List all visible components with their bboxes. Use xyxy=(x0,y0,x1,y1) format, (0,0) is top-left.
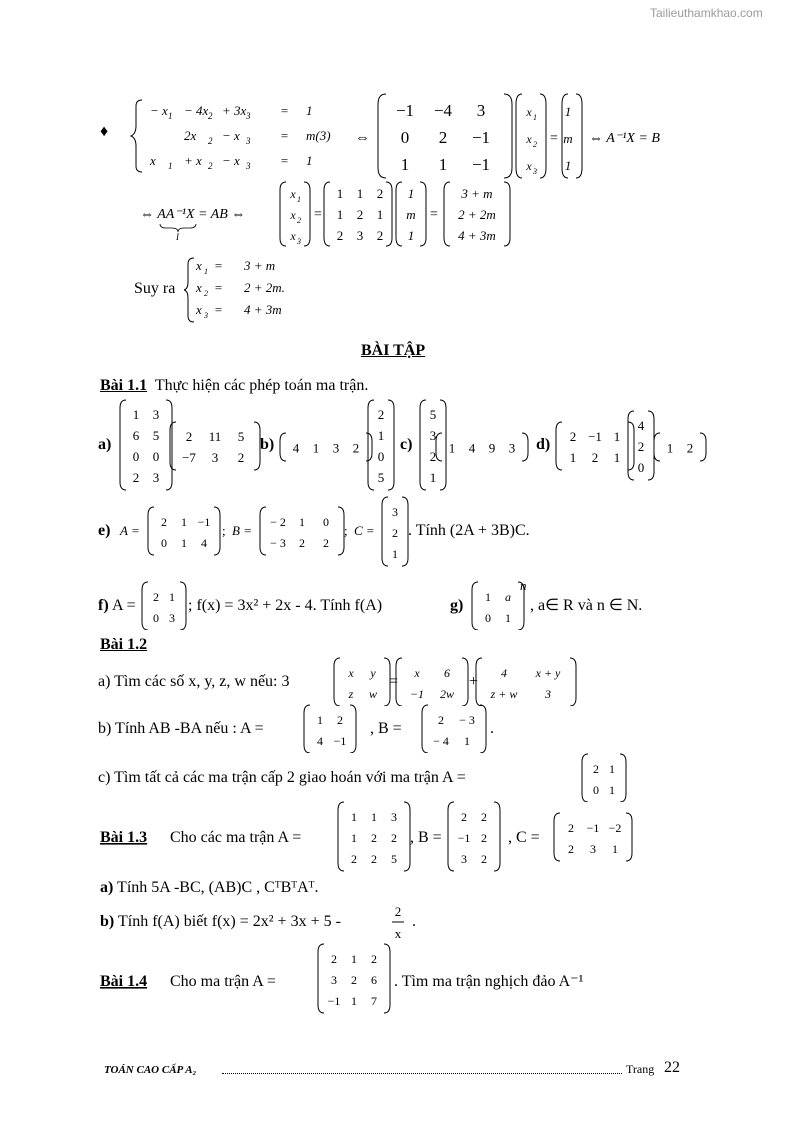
matrix-entry: 2 xyxy=(323,535,329,550)
matrix-entry: 4 xyxy=(292,440,300,456)
matrix-entry: 2 + 2m. xyxy=(244,280,285,295)
matrix-entry: m xyxy=(406,207,416,222)
bai-1-2-c xyxy=(98,752,718,802)
matrix-entry: 1 xyxy=(438,155,448,174)
matrix-entry: 2 xyxy=(204,289,208,298)
matrix-entry: 4 xyxy=(501,665,507,680)
matrix-entry: 1 xyxy=(400,155,410,174)
matrix-entry: 1 xyxy=(407,228,415,243)
matrix-entry: 4 + 3m xyxy=(458,228,496,243)
svg-text:, a∈ R và n ∈ N.: , a∈ R và n ∈ N. xyxy=(530,597,643,614)
matrix-entry: 2 xyxy=(438,712,444,727)
matrix-entry: z + w xyxy=(490,686,518,701)
matrix-entry: 4 xyxy=(201,535,207,550)
matrix-entry: 11 xyxy=(208,428,222,444)
matrix-entry: 3 xyxy=(246,111,251,121)
matrix-entry: −1 xyxy=(333,733,347,748)
matrix-entry: 1 xyxy=(356,186,364,201)
example-system-equation xyxy=(130,92,690,182)
matrix-entry: −1 xyxy=(409,686,425,701)
matrix-entry: 2 xyxy=(481,830,487,845)
matrix-entry: 2 xyxy=(461,809,467,824)
bai-1-2-label: Bài 1.2 xyxy=(100,636,148,653)
svg-text:, C =: , C = xyxy=(508,829,540,846)
svg-text:Bài 1.3: Bài 1.3 xyxy=(100,829,148,846)
matrix-entry: 0 xyxy=(152,448,160,464)
svg-text:A =: A = xyxy=(112,597,136,614)
svg-text:a): a) xyxy=(98,436,112,453)
matrix-entry: 1 xyxy=(613,428,621,444)
svg-text:⇔: ⇔ xyxy=(355,130,370,146)
footer-page-label: Trang xyxy=(626,1062,655,1076)
matrix-entry: 1 xyxy=(613,449,621,465)
matrix-entry: −1 xyxy=(471,155,491,174)
matrix-entry: 1 xyxy=(464,733,470,748)
matrix-entry: 2 xyxy=(392,525,398,540)
svg-text:B =: B = xyxy=(232,523,252,538)
matrix-entry: 2 xyxy=(481,851,487,866)
matrix-entry: 1 xyxy=(609,782,615,797)
matrix-entry: 2 xyxy=(591,449,599,465)
matrix-entry: −1 xyxy=(588,428,602,444)
matrix-entry: − x xyxy=(150,103,168,118)
matrix-entry: 0 xyxy=(593,782,599,797)
matrix-entry: 3 xyxy=(356,228,364,243)
matrix-entry: 2 xyxy=(376,228,384,243)
svg-text:;: ; xyxy=(222,523,226,538)
matrix-entry: 4 xyxy=(317,733,323,748)
matrix-entry: 2 xyxy=(481,809,487,824)
matrix-entry: 1 xyxy=(351,951,357,966)
matrix-entry: 5 xyxy=(152,427,160,443)
svg-text:I: I xyxy=(176,232,179,242)
svg-text:Cho ma trận A =: Cho ma trận A = xyxy=(170,973,276,990)
bullet-icon: ♦ xyxy=(100,123,109,140)
svg-text:, B =: , B = xyxy=(370,720,402,737)
matrix-entry: + x xyxy=(184,153,202,168)
svg-text:e): e) xyxy=(98,522,111,539)
matrix-entry: 5 xyxy=(377,469,385,485)
matrix-entry: 6 xyxy=(371,972,377,987)
matrix-entry: − x xyxy=(222,128,240,143)
matrix-entry: − x xyxy=(222,153,240,168)
matrix-entry: 3 xyxy=(508,440,516,456)
bai-1-4 xyxy=(98,942,698,1017)
matrix-entry: 2 xyxy=(208,136,213,146)
bai-1-1-fg xyxy=(98,580,698,630)
matrix-entry: 1 xyxy=(612,841,618,856)
bai-1-3-b xyxy=(98,900,498,948)
svg-text:.: . xyxy=(490,720,494,737)
matrix-entry: x xyxy=(526,105,532,119)
matrix-entry: 1 xyxy=(317,712,323,727)
matrix-entry: 6 xyxy=(132,427,140,443)
matrix-entry: −4 xyxy=(433,101,453,120)
matrix-entry: 2 xyxy=(371,851,377,866)
matrix-entry: 3 xyxy=(152,406,160,422)
matrix-entry: y xyxy=(370,665,376,680)
svg-text:b) Tính AB -BA nếu : A =: b) Tính AB -BA nếu : A = xyxy=(98,720,264,737)
matrix-entry: −2 xyxy=(608,820,622,835)
equiv-inverse-form: ⇔ A⁻¹X = B xyxy=(589,131,660,146)
matrix-entry: 3 xyxy=(533,167,537,176)
matrix-entry: 2 xyxy=(337,712,343,727)
matrix-entry: 2 xyxy=(533,140,537,149)
svg-text:g): g) xyxy=(450,597,464,614)
matrix-entry: 0 xyxy=(132,448,140,464)
matrix-entry: + 3x xyxy=(222,103,247,118)
bai-1-2-a xyxy=(98,656,698,706)
matrix-entry: x xyxy=(196,280,202,295)
section-title: BÀI TẬP xyxy=(361,342,426,359)
matrix-entry: w xyxy=(368,686,378,701)
matrix-entry: 1 xyxy=(169,589,175,604)
svg-text:c) Tìm tất cả các ma trận cấp: c) Tìm tất cả các ma trận cấp 2 giao hoán với ma trận A = xyxy=(98,769,466,786)
svg-text:=: = xyxy=(430,207,438,222)
matrix-entry: x xyxy=(196,258,202,273)
matrix-entry: 3 xyxy=(246,161,251,171)
matrix-entry: 3 xyxy=(297,237,301,246)
matrix-entry: = xyxy=(214,302,223,317)
matrix-entry: 1 xyxy=(429,469,437,485)
bai-1-1-abcd xyxy=(98,398,708,493)
bai-1-1-text: Thực hiện các phép toán ma trận. xyxy=(154,377,369,394)
matrix-entry: − 3 xyxy=(270,535,286,550)
bai-1-1-e xyxy=(98,495,658,567)
matrix-entry: 3 + m xyxy=(461,186,493,201)
matrix-entry: 2 xyxy=(377,406,385,422)
matrix-entry: 1 xyxy=(376,207,384,222)
matrix-entry: 3 xyxy=(429,427,437,443)
matrix-entry: 4 + 3m xyxy=(244,302,282,317)
matrix-entry: 5 xyxy=(237,428,245,444)
matrix-entry: 2 xyxy=(132,469,140,485)
matrix-entry: −1 xyxy=(586,820,600,835)
matrix-entry: 6 xyxy=(444,665,450,680)
matrix-entry: 2 xyxy=(208,161,213,171)
footer-dots xyxy=(222,1070,622,1074)
matrix-entry: 2 xyxy=(569,428,577,444)
matrix-entry: = xyxy=(280,128,289,143)
matrix-entry: 3 xyxy=(169,610,175,625)
matrix-entry: 2x xyxy=(184,128,197,143)
matrix-entry: 3 xyxy=(246,136,251,146)
matrix-entry: 1 xyxy=(371,809,377,824)
footer-page-number: 22 xyxy=(664,1059,680,1076)
matrix-entry: −1 xyxy=(471,128,491,147)
matrix-entry: x xyxy=(290,208,296,222)
bai-1-3-a: a) Tính 5A -BC, (AB)C , CᵀBᵀAᵀ. xyxy=(100,879,319,896)
matrix-entry: 1 xyxy=(336,186,344,201)
matrix-entry: −7 xyxy=(182,449,196,465)
matrix-entry: z xyxy=(348,686,354,701)
matrix-entry: 3 xyxy=(152,469,160,485)
matrix-entry: −1 xyxy=(395,101,415,120)
matrix-entry: a xyxy=(505,589,511,604)
svg-text:b): b) xyxy=(100,913,115,930)
matrix-entry: 2 xyxy=(371,951,377,966)
matrix-entry: 4 xyxy=(637,417,645,433)
matrix-entry: 1 xyxy=(407,186,415,201)
svg-text:; f(x) = 3x² + 2x - 4. Tính f(: ; f(x) = 3x² + 2x - 4. Tính f(A) xyxy=(188,597,383,614)
matrix-entry: 2 xyxy=(686,440,694,456)
matrix-entry: 2 xyxy=(637,438,645,454)
matrix-entry: x xyxy=(526,132,532,146)
matrix-entry: − 2 xyxy=(270,514,286,529)
matrix-entry: x + y xyxy=(535,665,561,680)
matrix-entry: x xyxy=(414,665,420,680)
matrix-entry: 1 xyxy=(505,610,511,625)
svg-text:;: ; xyxy=(344,523,348,538)
matrix-entry: 2 xyxy=(237,449,245,465)
matrix-entry: 2 xyxy=(568,820,574,835)
matrix-entry: = xyxy=(214,280,223,295)
matrix-entry: 2 xyxy=(429,448,437,464)
svg-text:+: + xyxy=(469,673,479,690)
matrix-entry: 2 xyxy=(376,186,384,201)
bai-1-2-b xyxy=(98,703,698,753)
svg-text:Tính f(A) biết f(x) = 2x² + 3x: Tính f(A) biết f(x) = 2x² + 3x + 5 - xyxy=(118,913,341,930)
svg-text:⇔ AA⁻¹X = AB ⇔: ⇔ AA⁻¹X = AB ⇔ xyxy=(140,207,246,222)
matrix-entry: x xyxy=(348,665,354,680)
matrix-entry: 1 xyxy=(485,589,491,604)
matrix-entry: 2 xyxy=(299,535,305,550)
svg-text:. Tìm ma trận nghịch đảo A⁻¹: . Tìm ma trận nghịch đảo A⁻¹ xyxy=(394,973,584,990)
matrix-entry: 2 xyxy=(371,830,377,845)
svg-text:. Tính (2A + 3B)C.: . Tính (2A + 3B)C. xyxy=(408,522,530,539)
matrix-entry: x xyxy=(290,187,296,201)
matrix-entry: x xyxy=(150,153,156,168)
matrix-entry: 3 + m xyxy=(244,258,276,273)
matrix-entry: 1 xyxy=(168,161,173,171)
matrix-entry: 0 xyxy=(153,610,159,625)
matrix-entry: x xyxy=(196,302,202,317)
matrix-entry: 0 xyxy=(377,448,385,464)
svg-text:Bài 1.4: Bài 1.4 xyxy=(100,973,148,990)
matrix-entry: 3 xyxy=(392,504,398,519)
example-inverse-multiplication xyxy=(130,178,550,250)
matrix-entry: 3 xyxy=(331,972,337,987)
matrix-entry: m xyxy=(563,131,573,146)
matrix-entry: 5 xyxy=(391,851,397,866)
matrix-entry: 4 xyxy=(468,440,476,456)
matrix-entry: 2 xyxy=(336,228,344,243)
matrix-entry: 5 xyxy=(429,406,437,422)
matrix-entry: m(3) xyxy=(306,128,331,143)
matrix-entry: = xyxy=(214,258,223,273)
matrix-entry: 1 xyxy=(168,111,173,121)
matrix-entry: −1 xyxy=(197,514,211,529)
svg-text:=: = xyxy=(389,673,399,690)
matrix-entry: 2 xyxy=(208,111,213,121)
matrix-entry: 2 xyxy=(351,972,357,987)
matrix-entry: 2 xyxy=(438,128,448,147)
svg-text:C =: C = xyxy=(354,523,375,538)
bai-1-1-label: Bài 1.1 xyxy=(100,377,148,394)
matrix-entry: 2 xyxy=(161,514,167,529)
matrix-entry: 1 xyxy=(609,761,615,776)
matrix-entry: 1 xyxy=(392,546,398,561)
svg-text:x: x xyxy=(394,926,402,941)
matrix-entry: 3 xyxy=(476,101,486,120)
matrix-entry: 1 xyxy=(569,449,577,465)
matrix-entry: 3 xyxy=(461,851,467,866)
bai-1-1-header xyxy=(100,377,368,395)
matrix-entry: 2 xyxy=(352,440,360,456)
matrix-entry: −1 xyxy=(457,830,471,845)
matrix-entry: 2 xyxy=(297,216,301,225)
matrix-entry: 2 xyxy=(351,851,357,866)
svg-text:=: = xyxy=(550,131,558,146)
matrix-entry: = xyxy=(280,103,289,118)
matrix-entry: 0 xyxy=(161,535,167,550)
matrix-entry: 1 xyxy=(306,103,313,118)
svg-text:2: 2 xyxy=(394,904,402,919)
svg-text:f): f) xyxy=(98,597,109,614)
matrix-entry: 1 xyxy=(564,104,572,119)
matrix-entry: 1 xyxy=(533,113,537,122)
matrix-entry: 1 xyxy=(448,440,456,456)
matrix-entry: 2 xyxy=(593,761,599,776)
matrix-entry: 2 xyxy=(356,207,364,222)
matrix-entry: 0 xyxy=(400,128,410,147)
matrix-entry: 9 xyxy=(488,440,496,456)
matrix-entry: − 4 xyxy=(433,733,449,748)
matrix-entry: = xyxy=(280,153,289,168)
matrix-entry: 1 xyxy=(132,406,140,422)
svg-text:Cho các ma trận A =: Cho các ma trận A = xyxy=(170,829,302,846)
matrix-entry: 2 xyxy=(185,428,193,444)
matrix-entry: 3 xyxy=(590,841,596,856)
matrix-entry: 0 xyxy=(323,514,329,529)
matrix-entry: 2 + 2m xyxy=(458,207,496,222)
matrix-entry: 1 xyxy=(306,153,313,168)
matrix-entry: 0 xyxy=(485,610,491,625)
matrix-entry: −1 xyxy=(327,993,341,1008)
matrix-entry: 2 xyxy=(391,830,397,845)
matrix-entry: 2w xyxy=(439,686,455,701)
svg-text:, B =: , B = xyxy=(410,829,442,846)
matrix-entry: 1 xyxy=(351,993,357,1008)
svg-text:d): d) xyxy=(536,436,551,453)
svg-text:.: . xyxy=(412,913,416,930)
matrix-entry: 1 xyxy=(351,809,357,824)
bai-1-3-header xyxy=(98,800,698,872)
matrix-entry: 1 xyxy=(297,195,301,204)
matrix-entry: 3 xyxy=(332,440,340,456)
conclusion-label: Suy ra xyxy=(134,280,176,297)
matrix-entry: 1 xyxy=(351,830,357,845)
footer-title: TOÁN CAO CẤP A₂ xyxy=(104,1064,197,1076)
matrix-entry: 1 xyxy=(312,440,320,456)
matrix-entry: 1 xyxy=(666,440,674,456)
matrix-entry: x xyxy=(526,159,532,173)
svg-text:c): c) xyxy=(400,436,413,453)
matrix-entry: 2 xyxy=(568,841,574,856)
matrix-entry: 1 xyxy=(181,514,187,529)
matrix-entry: 1 xyxy=(564,158,572,173)
matrix-entry: 3 xyxy=(211,449,219,465)
svg-text:n: n xyxy=(520,580,527,593)
matrix-entry: 1 xyxy=(204,267,208,276)
matrix-entry: 0 xyxy=(637,459,645,475)
matrix-entry: x xyxy=(290,229,296,243)
matrix-entry: 1 xyxy=(377,427,385,443)
matrix-entry: 7 xyxy=(371,993,377,1008)
matrix-entry: − 4x xyxy=(184,103,209,118)
matrix-entry: 3 xyxy=(545,686,551,701)
matrix-entry: 1 xyxy=(181,535,187,550)
matrix-entry: 1 xyxy=(299,514,305,529)
matrix-entry: 3 xyxy=(204,311,208,320)
watermark: Tailieuthamkhao.com xyxy=(650,6,763,20)
matrix-entry: 2 xyxy=(153,589,159,604)
svg-text:a) Tìm các số x, y, z, w nếu:: a) Tìm các số x, y, z, w nếu: 3 xyxy=(98,673,290,690)
svg-text:b): b) xyxy=(260,436,275,453)
matrix-entry: 3 xyxy=(391,809,397,824)
matrix-entry: − 3 xyxy=(459,712,475,727)
svg-text:=: = xyxy=(314,207,322,222)
matrix-entry: 1 xyxy=(336,207,344,222)
matrix-entry: 2 xyxy=(331,951,337,966)
svg-text:A =: A = xyxy=(120,523,140,538)
conclusion-system xyxy=(184,254,324,324)
